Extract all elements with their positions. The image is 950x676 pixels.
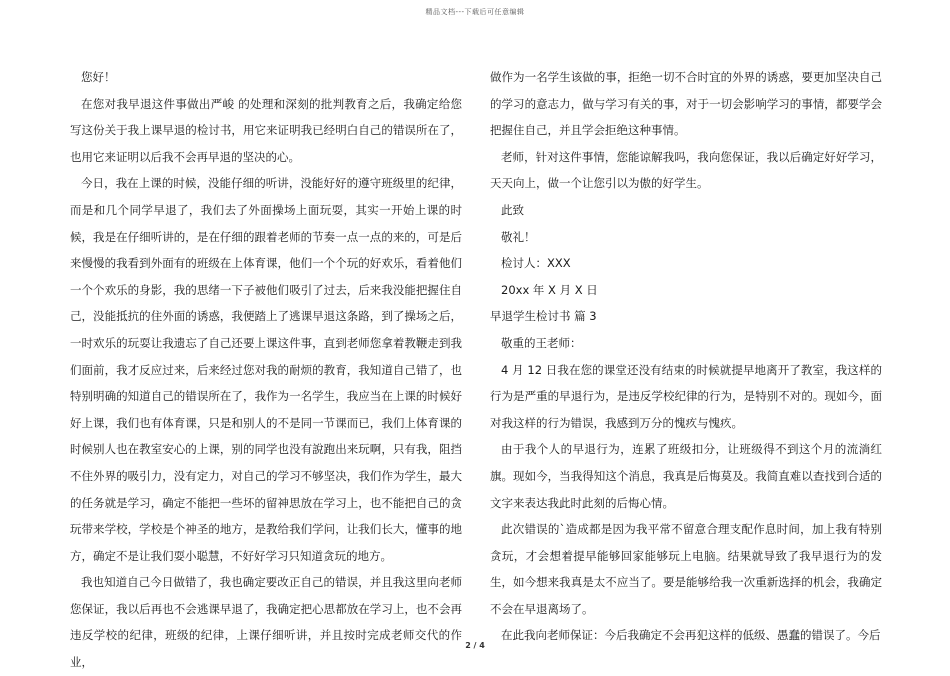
paragraph: 4 月 12 日我在您的课堂还没有结束的时候就提早地离开了教室，我这样的行为是严重的早退行为，是违反学校纪律的行为，是特别不对的。现如今，面对我这样的行为错误，我感到万分的愧疚与愧疚。 [490,362,882,430]
paragraph: 做作为一名学生该做的事，拒绝一切不合时宜的外界的诱惑，要更加坚决自己的学习的意志力，做与学习有关的事，对于一切会影响学习的事情，都要学会把握住自己，并且学会拒绝这种事情。 [490,70,882,138]
closing-regards: 敬礼！ [501,229,536,244]
greeting: 敬重的王老师： [501,335,582,350]
date-line: 20xx 年 X 月 X 日 [501,282,598,297]
right-column [490,64,882,649]
paragraph: 老师，针对这件事情，您能谅解我吗，我向您保证，我以后确定好好学习，天天向上，做一个让您引以为傲的好学生。 [490,149,882,191]
paragraph: 我也知道自己今日做错了，我也确定要改正自己的错误，并且我这里向老师您保证，我以后再也不会逃课早退了，我确定把心思都放在学习上，也不会再违反学校的纪律，班级的纪律，上课仔细听讲，并且按时完成老师交代的作业， [70,575,462,670]
paragraph: 在此我向老师保证：今后我确定不会再犯这样的低级、愚蠢的错误了。今后 [501,628,881,643]
closing-salutation: 此致 [501,202,524,217]
paragraph: 此次错误的`造成都是因为我平常不留意合理支配作息时间，加上我有特别贪玩，才会想着提早能够回家能够玩上电脑。结果就导致了我早退行为的发生，如今想来我真是太不应当了。要是能够给我一次重新选择的机会，我确定不会在早退离场了。 [490,522,882,616]
paragraph: 在您对我早退这件事做出严峻 的处理和深刻的批判教育之后，我确定给您写这份关于我上课早退的检讨书，用它来证明我已经明白自己的错误所在了，也用它来证明以后我不会再早退的坚决的心。 [70,96,462,164]
document-header: 精品文档---下载后可任意编辑 [425,8,525,16]
signature-line: 检讨人：XXX [501,256,571,271]
page-number: 2 / 4 [465,641,485,650]
greeting: 您好！ [81,70,116,84]
paragraph: 由于我个人的早退行为，连累了班级扣分，让班级得不到这个月的流淌红旗。现如今，当我得知这个消息，我真是后悔莫及。我简直难以查找到合适的文字来表达我此时此刻的后悔心情。 [490,442,882,510]
paragraph: 今日，我在上课的时候，没能仔细的听讲，没能好好的遵守班级里的纪律，而是和几个同学早退了，我们去了外面操场上面玩耍，其实一开始上课的时候，我是在仔细听讲的，是在仔细的跟着老师的节奏一点一点的来的，可是后来慢慢的我看到外面有的班级在上体育课，他们一个个玩的好欢乐，看着他们一个个欢乐的身影，我的思绪一下子被他们吸引了过去，后来我没能把握住自己，没能抵抗的住外面的诱惑，我便踏上了逃课早退这条路，到了操场之后，一时欢乐的玩耍让我遗忘了自己还要上课这件事，直到老师您拿着教鞭走到我们面前，我才反应过来，后来经过您对我的耐烦的教育，我知道自己错了，也特别明确的知道自己的错误所在了，我作为一名学生，我应当在上课的时候好好上课，我们也有体育课，只是和别人的不是同一节课而已，我们上体育课的时候别人也在教室安心的上课，别的同学也没有說跑出来玩啊，只有我，阻挡不住外界的吸引力，没有定力，对自己的学习不够坚决，我们作为学生，最大的任务就是学习，确定不能把一些坏的留神思放在学习上，也不能把自己的贪玩带来学校，学校是个神圣的地方，是教给我们学问，让我们长大，懂事的地方，确定不是让我们耍小聪慧，不好好学习只知道贪玩的地方。 [70,176,462,563]
left-column [70,64,462,676]
section-title: 早退学生检讨书 篇 3 [490,309,597,324]
